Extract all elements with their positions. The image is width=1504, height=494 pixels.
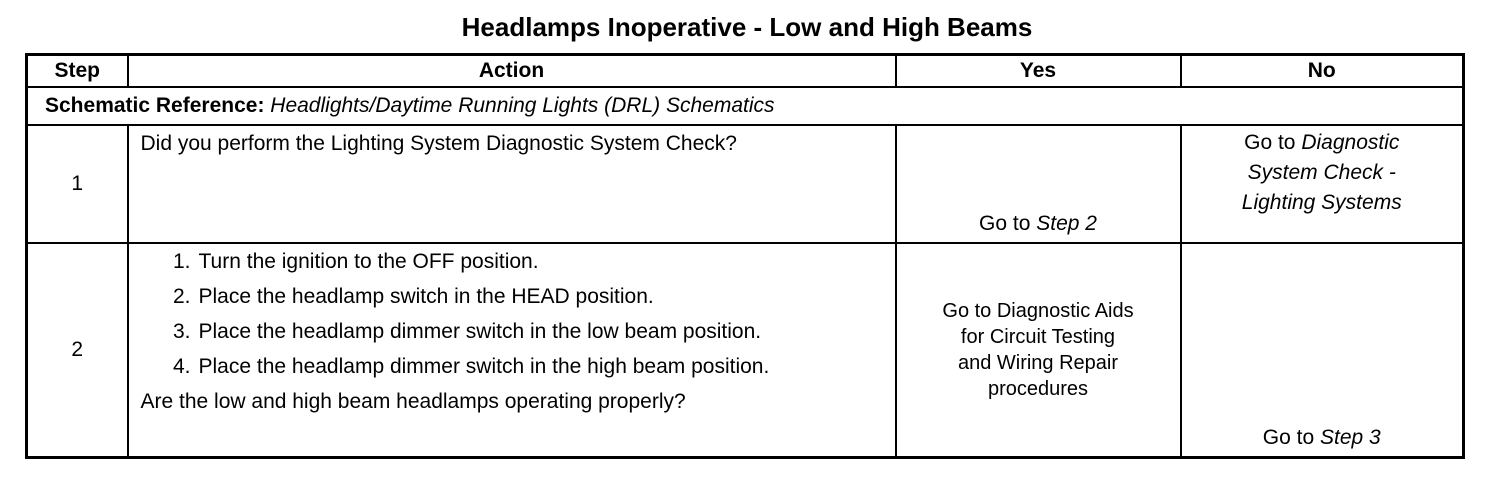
page-title: Headlamps Inoperative - Low and High Beams	[461, 12, 1033, 42]
no-goto-link-line1[interactable]: Diagnostic	[1301, 131, 1400, 154]
header-action: Action	[128, 55, 896, 88]
table-row	[27, 125, 1464, 243]
yes-cell	[896, 243, 1181, 458]
substep-text: Turn the ignition to the OFF position.	[198, 250, 539, 273]
schematic-reference-label: Schematic Reference:	[45, 94, 265, 117]
no-goto-link-line3[interactable]: Lighting Systems	[1241, 191, 1402, 214]
yes-goto-link-line1[interactable]: Go to Diagnostic Aids	[942, 300, 1134, 322]
substep-number: 2.	[172, 285, 191, 308]
yes-goto-link-line3[interactable]: and Wiring Repair	[957, 352, 1119, 374]
step-number: 1	[27, 125, 128, 243]
substep-list	[141, 249, 885, 380]
schematic-reference-link[interactable]: Headlights/Daytime Running Lights (DRL) Schematics	[270, 94, 775, 117]
yes-cell	[896, 125, 1181, 243]
table-header-row	[27, 55, 1464, 88]
header-step: Step	[27, 55, 128, 88]
yes-goto-prefix: Go to	[979, 212, 1031, 235]
substep-number: 3.	[172, 320, 191, 343]
schematic-reference	[27, 87, 1464, 125]
no-cell	[1181, 125, 1464, 243]
yes-goto-link-line4[interactable]: procedures	[987, 378, 1089, 400]
no-goto-prefix: Go to	[1262, 426, 1315, 449]
list-item	[172, 249, 885, 275]
no-goto-link-line2[interactable]: System Check -	[1247, 161, 1396, 184]
no-goto-prefix: Go to	[1244, 131, 1296, 154]
substep-text: Place the headlamp dimmer switch in the high beam position.	[198, 355, 770, 378]
substep-text: Place the headlamp dimmer switch in the low beam position.	[198, 320, 762, 343]
question-text: Are the low and high beam headlamps operating properly?	[140, 390, 686, 413]
substep-number: 4.	[172, 355, 191, 378]
table-row	[27, 243, 1464, 458]
no-cell	[1181, 243, 1464, 458]
substep-text: Place the headlamp switch in the HEAD position.	[198, 285, 654, 308]
list-item	[172, 319, 885, 345]
yes-goto-link[interactable]: Step 2	[1036, 212, 1097, 235]
no-goto-link[interactable]: Step 3	[1320, 426, 1381, 449]
list-item	[172, 354, 885, 380]
header-no: No	[1181, 55, 1464, 88]
list-item	[172, 284, 885, 310]
yes-goto-link-line2[interactable]: for Circuit Testing	[960, 326, 1116, 348]
action-cell: Did you perform the Lighting System Diagnostic System Check?	[128, 125, 896, 243]
substep-number: 1.	[172, 250, 191, 273]
step-number: 2	[27, 243, 128, 458]
schematic-reference-row	[27, 87, 1464, 125]
header-yes: Yes	[896, 55, 1181, 88]
action-cell	[128, 243, 896, 458]
diagnostic-table	[25, 53, 1465, 459]
